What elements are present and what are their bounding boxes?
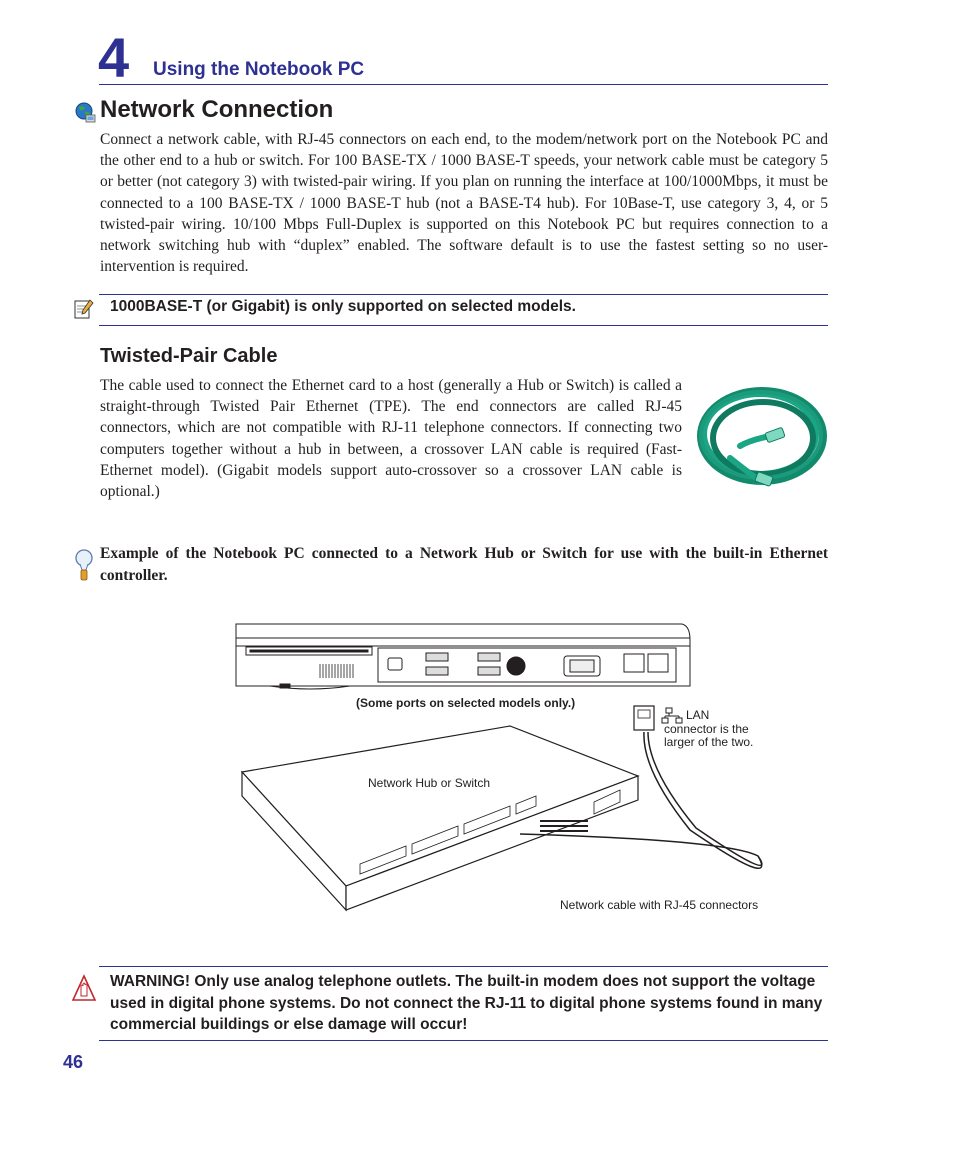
note-text: 1000BASE-T (or Gigabit) is only supported on selected models.	[110, 298, 576, 315]
lightbulb-icon	[74, 548, 94, 582]
note-rule-bottom	[99, 325, 828, 326]
chapter-number: 4	[98, 26, 130, 89]
page-number: 46	[63, 1052, 84, 1072]
warning-hand-icon	[72, 974, 96, 1002]
twisted-pair-title: Twisted-Pair Cable	[100, 345, 278, 367]
hub-label: Network Hub or Switch	[368, 776, 491, 790]
note-rule-top	[99, 294, 828, 295]
lan-note-line1: connector is the	[664, 722, 749, 736]
cable-label: Network cable with RJ-45 connectors	[560, 898, 759, 912]
hub-led-grid	[540, 820, 588, 832]
lan-note-line2: larger of the two.	[664, 735, 754, 749]
notebook-side-view	[236, 624, 690, 689]
chapter-title: Using the Notebook PC	[153, 59, 365, 80]
header-rule	[99, 84, 828, 85]
lan-label: LAN	[686, 708, 710, 722]
warning-text: WARNING! Only use analog telephone outlets. The built-in modem does not support the voltage used in digital phone systems. Do not connect the RJ-11 to digital phone systems found in many commercial buildings or else damage will occur!	[110, 973, 823, 1033]
warning-rule-top	[99, 966, 828, 967]
ethernet-cable-image	[690, 378, 830, 502]
twisted-pair-paragraph: The cable used to connect the Ethernet card to a host (generally a Hub or Switch) is called a straight-through Twisted Pair Ethernet (TPE). The end connectors are called RJ-45 connectors, which are not compatible with RJ-11 telephone connectors. If connecting two computers together without a hub in between, a crossover LAN cable is required (Fast-Ethernet model). (Gigabit models support auto-crossover so a crossover LAN cable is optional.)	[100, 377, 682, 501]
warning-rule-bottom	[99, 1040, 828, 1041]
section-title: Network Connection	[100, 96, 334, 123]
network-paragraph: Connect a network cable, with RJ-45 connectors on each end, to the modem/network port on the Notebook PC and the other end to a hub or switch. For 100 BASE-TX / 1000 BASE-T speeds, your network cable must be category 5 or better (not category 3) with twisted-pair wiring. If you plan on running the interface at 100/1000Mbps, it must be connected to a 100 BASE-TX / 1000 BASE-T hub (not a BASE-T4 hub). For 10Base-T, use category 3, 4, or 5 twisted-pair wiring. 10/100 Mbps Full-Duplex is supported on this Notebook PC but requires connection to a network switching hub with “duplex” enabled. The software default is to use the fastest setting so no user-intervention is required.	[100, 131, 828, 276]
lan-icon	[662, 708, 682, 723]
notepad-pencil-icon	[74, 298, 94, 320]
tip-text: Example of the Notebook PC connected to a Network Hub or Switch for use with the built-in Ethernet controller.	[100, 545, 828, 584]
ports-caption: (Some ports on selected models only.)	[356, 696, 576, 710]
globe-network-icon	[74, 100, 96, 124]
network-diagram	[230, 620, 790, 920]
network-hub	[242, 726, 638, 910]
